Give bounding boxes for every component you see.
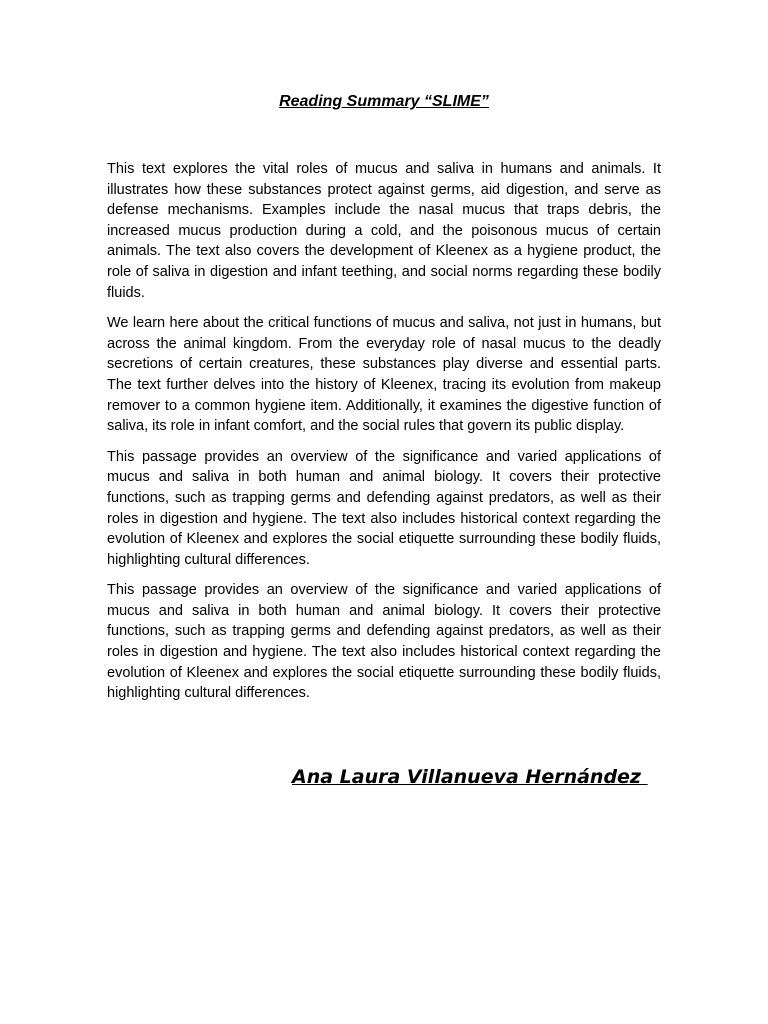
paragraph-3: This passage provides an overview of the significance and varied applications of mucus and saliva in both human and animal biology. It covers their protective functions, such as trapping germs and defending against predators, as well as their roles in digestion and hygiene. The text also includes historical context regarding the evolution of Kleenex and explores the social etiquette surrounding these bodily fluids, highlighting cultural differences. [107,448,661,568]
document-body [107,159,661,714]
document-title: Reading Summary “SLIME” [279,93,489,110]
paragraph-4: This passage provides an overview of the significance and varied applications of mucus and saliva in both human and animal biology. It covers their protective functions, such as trapping germs and defending against predators, as well as their roles in digestion and hygiene. The text also includes historical context regarding the evolution of Kleenex and explores the social etiquette surrounding these bodily fluids, highlighting cultural differences. [107,582,661,702]
paragraph-2: We learn here about the critical functions of mucus and saliva, not just in humans, but across the animal kingdom. From the everyday role of nasal mucus to the deadly secretions of certain creatures, these substances play diverse and essential parts. The text further delves into the history of Kleenex, tracing its evolution from makeup remover to a common hygiene item. Additionally, it examines the digestive function of saliva, its role in infant comfort, and the social rules that govern its public display. [107,315,661,435]
author-name: Ana Laura Villanueva Hernández [292,766,648,788]
paragraph-1: This text explores the vital roles of mucus and saliva in humans and animals. It illustrates how these substances protect against germs, aid digestion, and serve as defense mechanisms. Examples include the nasal mucus that traps debris, the increased mucus production during a cold, and the poisonous mucus of certain animals. The text also covers the development of Kleenex as a hygiene product, the role of saliva in digestion and infant teething, and social norms regarding these bodily fluids. [107,161,661,301]
